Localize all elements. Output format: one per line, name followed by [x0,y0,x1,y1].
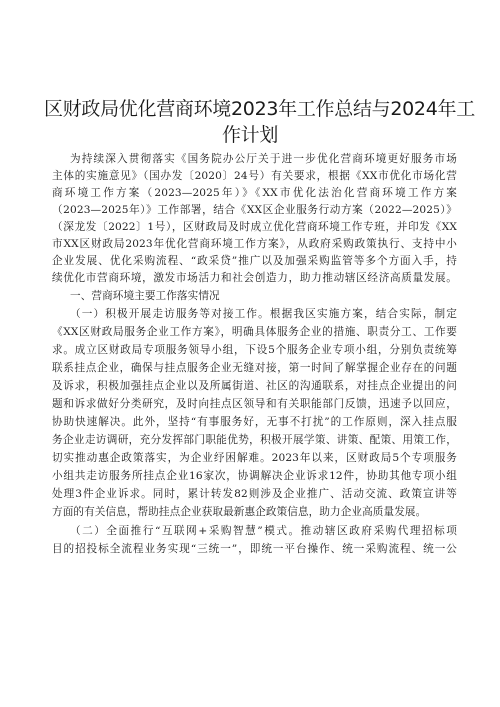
section-heading: 一、营商环境主要工作落实情况 [70,290,220,302]
paragraph-line: 市XX区财政局2023年优化营商环境工作方案》，从政府采购政策执行、支持中小 [52,238,457,250]
paragraph-line: 方面的有关信息，帮助挂点企业获取最新惠企政策信息，助力企业高质量发展。 [52,506,427,518]
paragraph-line: （一）积极开展走访服务等对接工作。根据我区实施方案，结合实际，制定 [70,308,457,320]
paragraph-line: （深龙发〔2022〕1号），区财政局及时成立优化营商环境工作专班，并印发《XX [52,221,457,233]
paragraph-line: 务企业走访调研，充分发挥部门职能优势，积极开展学策、讲策、配策、用策工作， [52,434,457,446]
paragraph-line: （2023—2025年）》工作部署，结合《XX区企业服务行动方案（2022—2025）》 [52,204,457,216]
paragraph-line: 主体的实施意见》（国办发〔2020〕24号）有关要求，根据《XX市优化市场化营 [52,170,457,182]
paragraph-line: 目的招投标全流程业务实现“三统一”，即统一平台操作、统一采购流程、统一公 [52,543,457,555]
paragraph-line: 及诉求，积极加强挂点企业以及所属街道、社区的沟通联系，对挂点企业提出的问 [52,380,457,392]
paragraph-line: （二）全面推行“互联网+采购智慧”模式。推动辖区政府采购代理招标项 [70,525,457,537]
document-title-line-1: 区财政局优化营商环境2023年工作总结与2024年工 [44,98,475,120]
paragraph-line: 企业发展、优化采购流程、“政采贷”推广以及加强采购监管等多个方面入手，持 [52,255,457,267]
paragraph-line: 商环境工作方案（2023—2025年）》《XX市优化法治化营商环境工作方案 [52,187,457,199]
paragraph-line: 处理3件企业诉求。同时，累计转发82则涉及企业推广、活动交流、政策宣讲等 [52,488,457,500]
paragraph-line: 续优化市营商环境，激发市场活力和社会创造力，助力推动辖区经济高质量发展。 [52,272,457,284]
paragraph-line: 求。成立区财政局专项服务领导小组，下设5个服务企业专项小组，分别负责统筹 [52,344,457,356]
document-title-line-2: 作计划 [221,124,279,146]
paragraph-line: 协助快速解决。此外，坚持“有事服务好，无事不打扰”的工作原则，深入挂点服 [52,416,457,428]
paragraph-line: 小组共走访服务所挂点企业16家次，协调解决企业诉求12件，协助其他专项小组 [52,470,457,482]
paragraph-line: 联系挂点企业，确保与挂点服务企业无缝对接，第一时间了解掌握企业存在的问题 [52,362,457,374]
paragraph-line: 切实推动惠企政策落实，为企业纾困解难。2023年以来，区财政局5个专项服务 [52,452,457,464]
paragraph-line: 题和诉求做好分类研究，及时向挂点区领导和有关职能部门反馈，迅速予以回应， [52,398,457,410]
paragraph-line: 为持续深入贯彻落实《国务院办公厅关于进一步优化营商环境更好服务市场 [70,153,457,165]
paragraph-line: 《XX区财政局服务企业工作方案》，明确具体服务企业的措施、职责分工、工作要 [52,326,457,338]
